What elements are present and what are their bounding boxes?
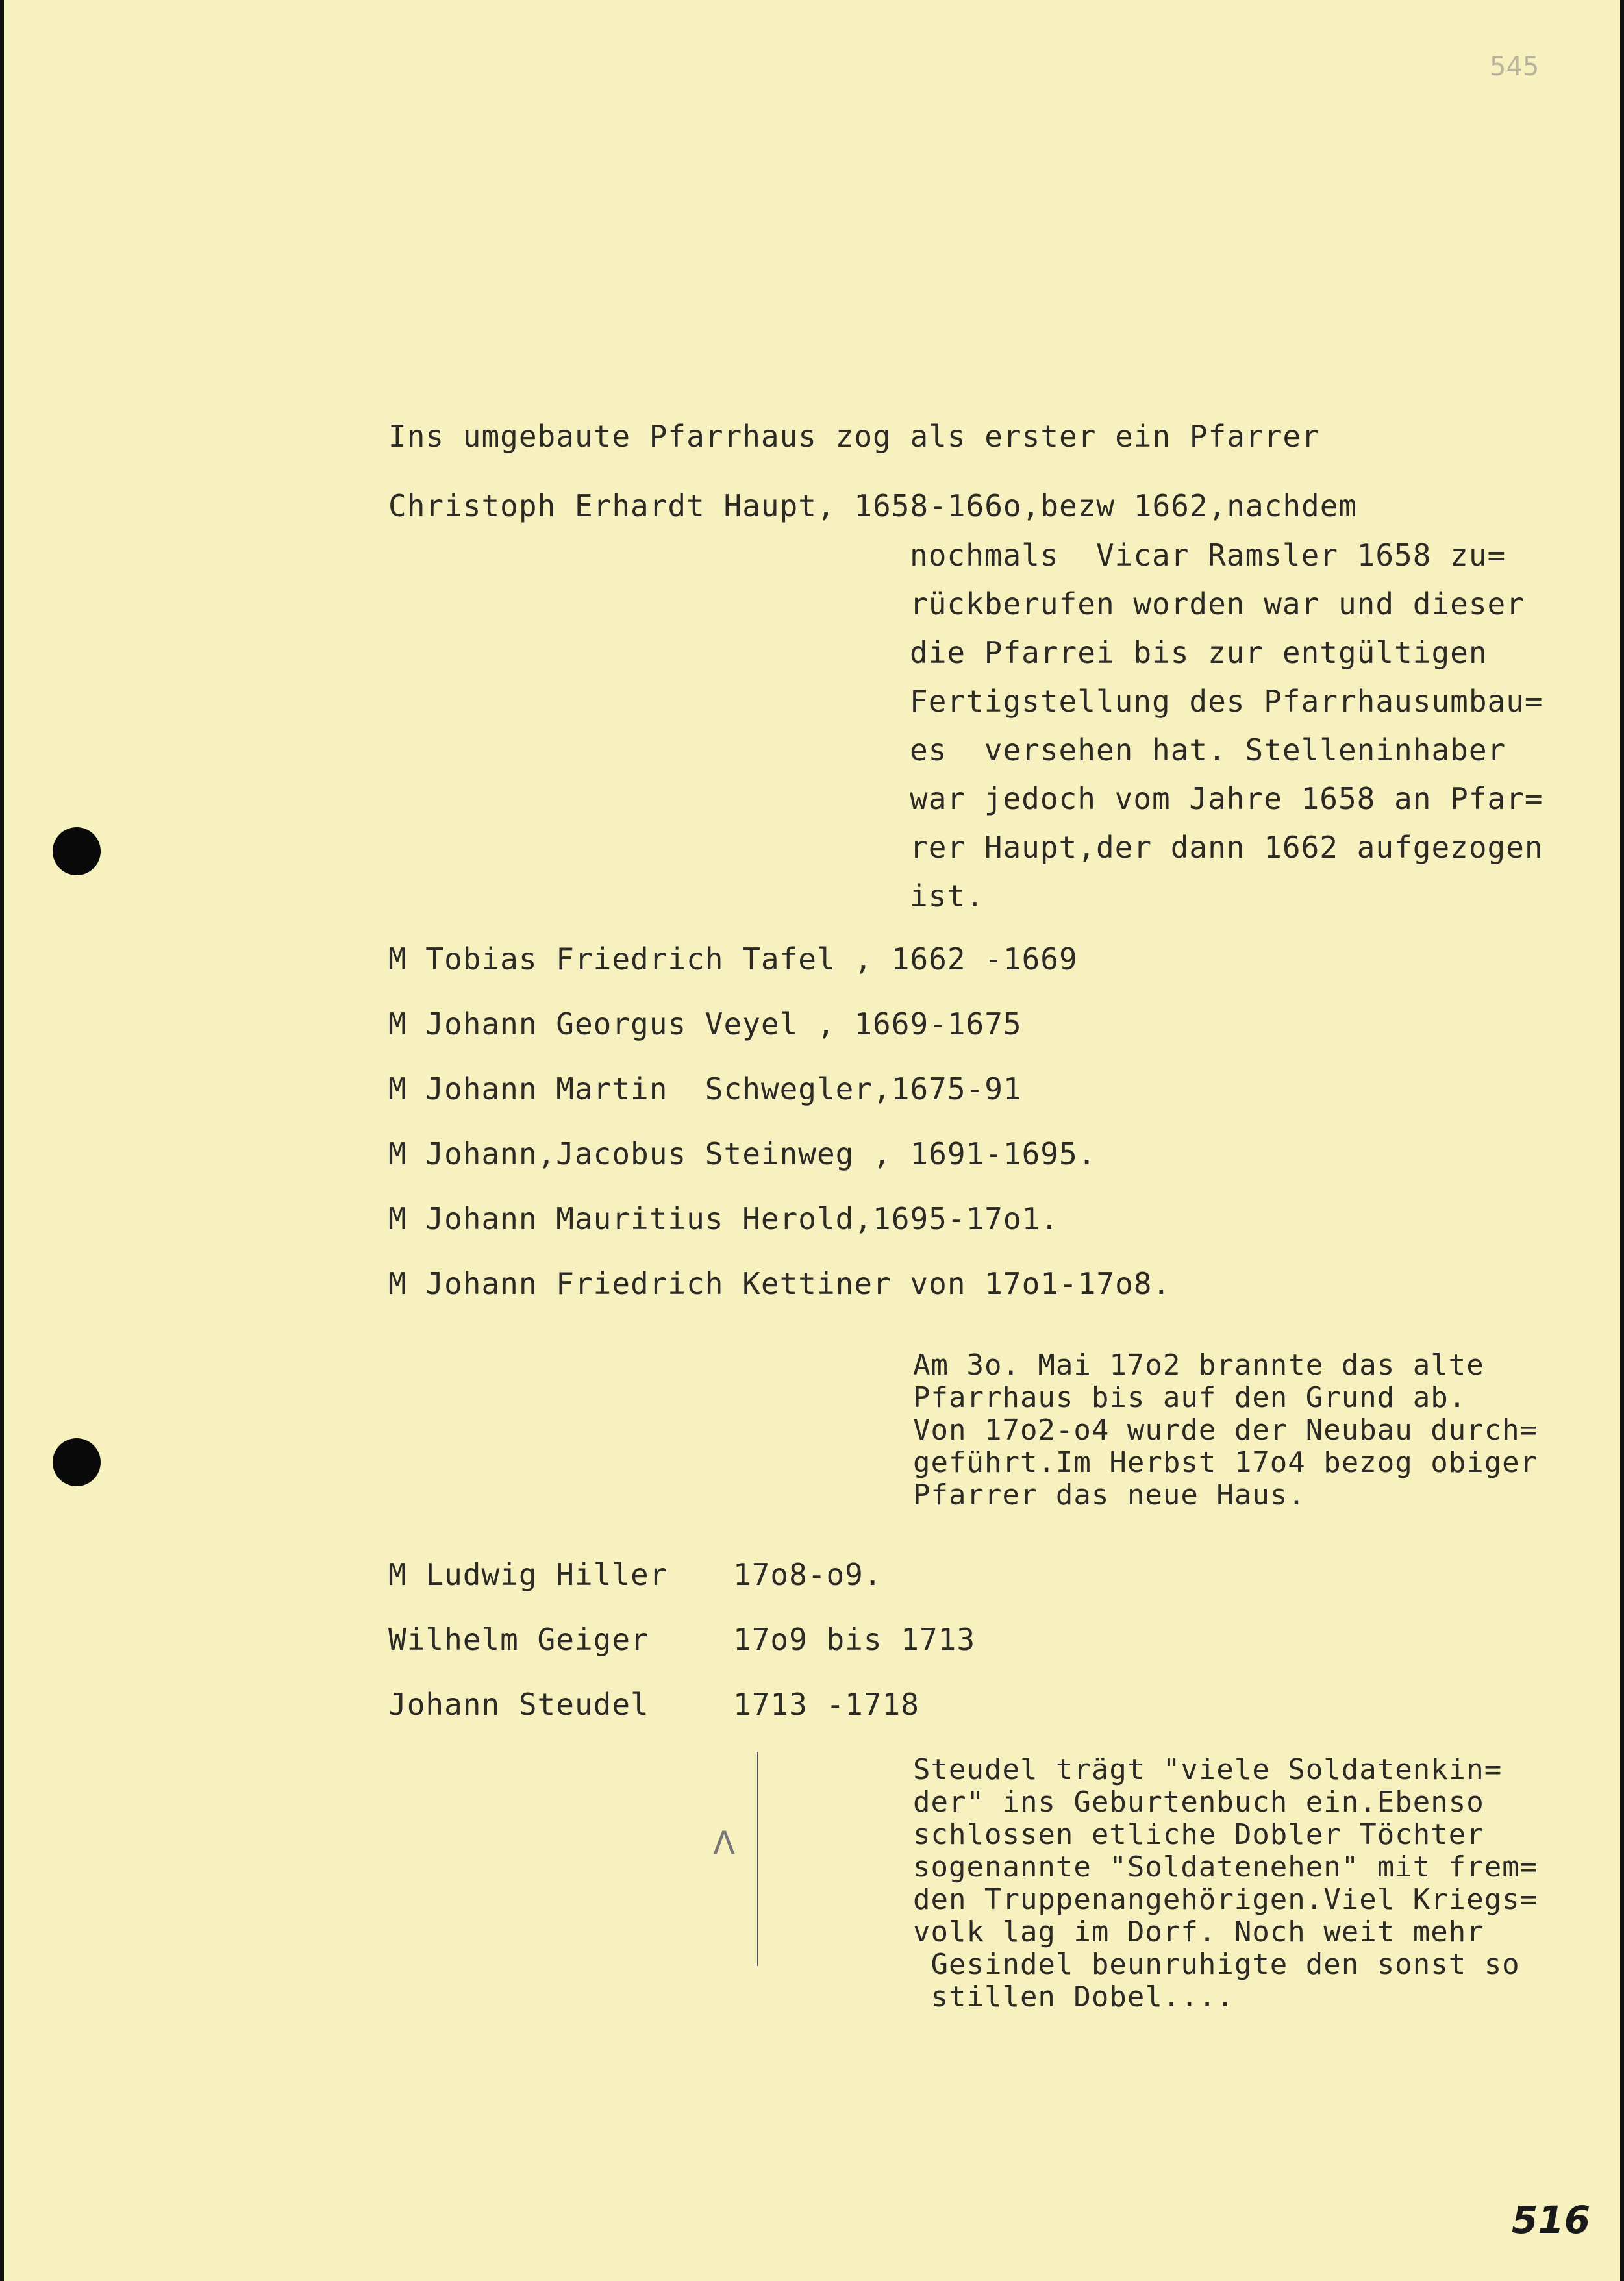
- archive-corner-mark: 545: [1490, 52, 1540, 82]
- note-line: Pfarrer das neue Haus.: [913, 1478, 1306, 1512]
- note-line: Am 3o. Mai 17o2 brannte das alte: [913, 1349, 1484, 1382]
- note-line: nochmals Vicar Ramsler 1658 zu=: [910, 538, 1506, 573]
- pastor-years: 1713 -1718: [733, 1687, 919, 1722]
- pastor-name: Wilhelm Geiger: [388, 1622, 649, 1657]
- note-line: volk lag im Dorf. Noch weit mehr: [913, 1915, 1484, 1949]
- pastor-entry: M Johann Friedrich Kettiner von 17o1-17o8.: [388, 1266, 1171, 1301]
- note-line: geführt.Im Herbst 17o4 bezog obiger: [913, 1446, 1538, 1479]
- note-line: der" ins Geburtenbuch ein.Ebenso: [913, 1786, 1484, 1819]
- document-page: [4, 0, 1620, 2281]
- note-line: war jedoch vom Jahre 1658 an Pfar=: [910, 781, 1543, 816]
- note-line: sogenannte "Soldatenehen" mit frem=: [913, 1851, 1538, 1884]
- note-line: ist.: [910, 879, 984, 914]
- pastor-years: 17o9 bis 1713: [733, 1622, 976, 1657]
- note-line: den Truppenangehörigen.Viel Kriegs=: [913, 1883, 1538, 1916]
- note-line: es versehen hat. Stelleninhaber: [910, 732, 1506, 767]
- pastor-name: M Ludwig Hiller: [388, 1557, 668, 1592]
- note-line: schlossen etliche Dobler Töchter: [913, 1818, 1484, 1851]
- pastor-entry: M Johann Martin Schwegler,1675-91: [388, 1071, 1022, 1106]
- punch-hole-lower: [53, 1438, 101, 1486]
- note-line: rer Haupt,der dann 1662 aufgezogen: [910, 830, 1543, 865]
- intro-line-2: Christoph Erhardt Haupt, 1658-166o,bezw 1662,nachdem: [388, 488, 1358, 523]
- pastor-entry: M Johann Georgus Veyel , 1669-1675: [388, 1006, 1022, 1041]
- pastor-entry: M Tobias Friedrich Tafel , 1662 -1669: [388, 941, 1078, 977]
- note-line: die Pfarrei bis zur entgültigen: [910, 635, 1488, 670]
- pastor-years: 17o8-o9.: [733, 1557, 882, 1592]
- note-line: Steudel trägt "viele Soldatenkin=: [913, 1753, 1503, 1786]
- intro-line-1: Ins umgebaute Pfarrhaus zog als erster ein Pfarrer: [388, 419, 1320, 454]
- punch-hole-upper: [53, 827, 101, 875]
- margin-pencil-line: [757, 1752, 758, 1966]
- note-line: Fertigstellung des Pfarrhausumbau=: [910, 684, 1543, 719]
- note-line: Pfarrhaus bis auf den Grund ab.: [913, 1381, 1467, 1414]
- page-number: 516: [1512, 2198, 1591, 2242]
- pastor-entry: M Johann Mauritius Herold,1695-17o1.: [388, 1201, 1059, 1236]
- margin-pencil-mark: Λ: [713, 1825, 736, 1862]
- pastor-entry: M Johann,Jacobus Steinweg , 1691-1695.: [388, 1136, 1097, 1171]
- note-line: rückberufen worden war und dieser: [910, 586, 1525, 621]
- note-line: Gesindel beunruhigte den sonst so: [913, 1948, 1520, 1981]
- note-line: Von 17o2-o4 wurde der Neubau durch=: [913, 1414, 1538, 1447]
- pastor-name: Johann Steudel: [388, 1687, 649, 1722]
- note-line: stillen Dobel....: [913, 1980, 1234, 2013]
